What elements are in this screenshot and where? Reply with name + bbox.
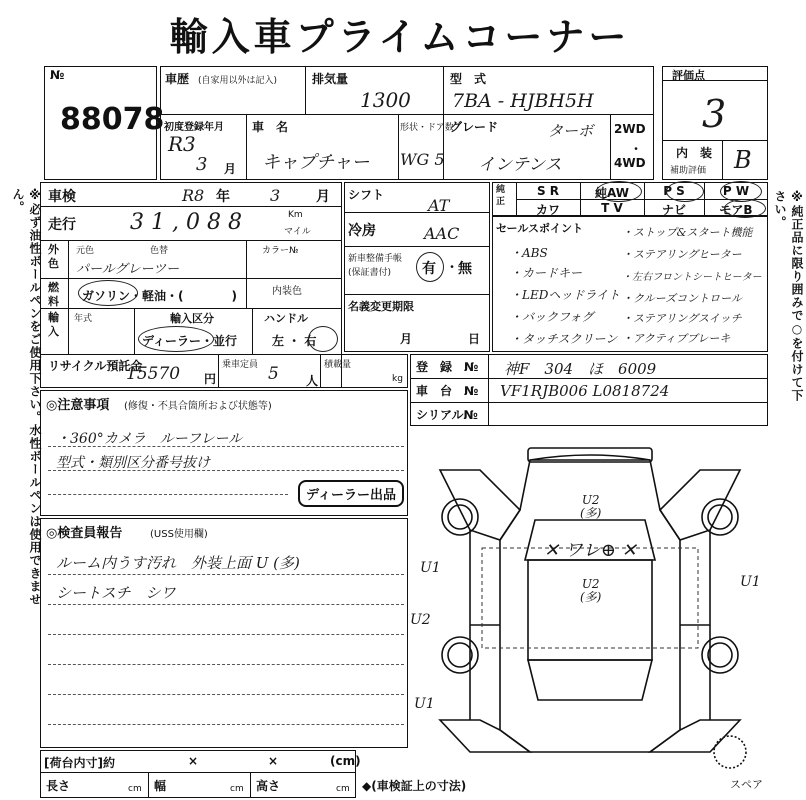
import-year-label: 年式 — [74, 314, 93, 324]
cargo-width: 幅 — [154, 779, 167, 793]
side-note-right: ※純正品に限り囲みで○を付けて下さい。 — [773, 190, 804, 402]
color-label: 外色 — [48, 243, 59, 270]
sales-point-left-1: ・カードキー — [510, 266, 583, 280]
mark-left-mid: U2 — [410, 612, 431, 628]
displacement-label: 排気量 — [312, 72, 349, 86]
report-line-0: ルーム内うす汚れ 外装上面 U (多) — [56, 554, 300, 572]
capacity-unit: 人 — [306, 374, 319, 388]
fuel-label: 燃料 — [48, 281, 59, 308]
ac-value: AAC — [424, 224, 460, 243]
equip-ps: P S — [663, 184, 685, 198]
recycle-label: リサイクル預託金 — [48, 359, 143, 373]
page-title: 輸入車プライムコーナー — [169, 15, 631, 59]
handle-value: 左 ・ 右 — [272, 334, 317, 348]
car-name-label: 車 名 — [252, 120, 289, 134]
capacity-label: 乗車定員 — [222, 360, 259, 370]
inspection-year: R8 — [182, 186, 205, 205]
equip-leather: カワ — [535, 203, 560, 217]
drive-4wd: 4WD — [614, 156, 646, 170]
first-reg-month: 3 — [196, 154, 208, 175]
mile-label: マイル — [284, 227, 311, 237]
doors-label: 形状・ドア数 — [400, 123, 454, 133]
cert-note: ◆(車検証上の寸法) — [362, 779, 467, 793]
import-div-label: 輸入区分 — [170, 312, 214, 325]
equip-sr: S R — [536, 184, 560, 198]
interior-value: B — [734, 146, 752, 174]
interior-label: 内 装 — [676, 146, 713, 160]
notes-sub: (修復・不具合箇所および状態等) — [124, 401, 272, 412]
shift-value: AT — [428, 196, 450, 215]
month-unit: 月 — [224, 162, 237, 176]
first-reg-label: 初度登録年月 — [164, 122, 224, 133]
interior-color-label: 内装色 — [272, 286, 302, 297]
equip-ps-circle — [666, 181, 704, 202]
reg-no-value: 神F 304 ほ 6009 — [504, 360, 657, 378]
mileage-value: 3 1 , 0 8 8 — [130, 210, 242, 235]
doors-value: WG 5 — [400, 150, 445, 169]
sales-point-left-0: ・ABS — [510, 246, 548, 260]
cargo-x2: × — [268, 754, 279, 768]
equip-tv: T V — [601, 201, 623, 215]
note-line-1: 型式・類別区分番号抜け — [56, 455, 210, 471]
drive-2wd: 2WD — [614, 122, 646, 136]
equip-pw: P W — [722, 184, 750, 198]
equip-aw: 純AW — [595, 186, 629, 200]
sales-point-left-4: ・タッチスクリーン — [510, 332, 618, 346]
sales-point-right-3: ・クルーズコントロール — [622, 292, 742, 305]
sales-point-right-0: ・ストップ&スタート機能 — [622, 226, 753, 239]
model-value: 7BA - HJBH5H — [452, 90, 594, 112]
grade-value: インテンス — [478, 155, 562, 175]
reg-no-label: 登 録 № — [416, 360, 479, 374]
cargo-length-unit: cm — [128, 784, 142, 794]
import-circle — [138, 326, 214, 352]
color-code-label: カラー№ — [262, 246, 299, 256]
load-label: 積載量 — [324, 360, 352, 370]
name-change-day: 日 — [468, 332, 481, 346]
import-label: 輸入 — [48, 311, 59, 338]
mark-roof: U2 (多) — [580, 577, 602, 604]
side-note-left: ※必ず油性ボールペンをご使用下さい。水性ボールペンは使用できません。 — [11, 188, 42, 606]
sales-point-right-4: ・ステアリングスイッチ — [622, 312, 742, 325]
sales-point-right-1: ・ステアリングヒーター — [622, 248, 742, 261]
dealer-stamp: ディーラー出品 — [298, 480, 404, 507]
manual-circle — [416, 252, 444, 282]
grade-label: グレード — [450, 120, 499, 134]
import-div-value: ディーラー・並行 — [142, 334, 238, 348]
name-change-month: 月 — [400, 332, 413, 346]
equip-aw-circle — [596, 181, 642, 202]
notes-label: ◎注意事項 — [46, 398, 110, 413]
grade-top: ターボ — [548, 122, 594, 140]
history-label: 車歴 — [165, 72, 190, 86]
fuel-options: ガソリン・軽油・( ) — [82, 289, 237, 303]
spare-label: スペア — [730, 778, 763, 791]
mark-windshield: ✕ ワレ⊕ ✕ — [544, 540, 637, 561]
inspection-label: 車検 — [48, 189, 76, 205]
color-value: パールグレーツー — [76, 262, 179, 277]
lot-no-label: № — [50, 68, 65, 82]
recycle-unit: 円 — [204, 372, 217, 386]
ac-label: 冷房 — [348, 223, 376, 239]
inspection-month-unit: 月 — [316, 189, 330, 205]
color-orig-label: 元色 — [76, 246, 95, 256]
interior-sub-label: 補助評価 — [670, 166, 707, 176]
cargo-length: 長さ — [46, 779, 71, 793]
history-note: (自家用以外は記入) — [198, 76, 278, 86]
report-sub: (USS使用欄) — [150, 529, 208, 540]
manual-no: 無 — [458, 261, 472, 277]
lot-number: 88078 — [60, 102, 165, 137]
sales-point-left-3: ・バックフォグ — [510, 310, 594, 324]
vin-value: VF1RJB006 L0818724 — [500, 382, 670, 400]
equip-genuine: 純正 — [496, 185, 506, 207]
handle-label: ハンドル — [264, 312, 308, 325]
shift-label: シフト — [348, 188, 385, 202]
car-name-value: キャプチャー — [262, 152, 370, 173]
sales-point-left-2: ・LEDヘッドライト — [510, 288, 620, 302]
mark-left-rear: U1 — [414, 696, 435, 712]
score-label: 評価点 — [672, 69, 705, 82]
sales-point-right-5: ・アクティブブレーキ — [622, 332, 731, 345]
inspection-month: 3 — [270, 186, 281, 205]
sales-points-label: セールスポイント — [496, 222, 584, 235]
vin-label: 車 台 № — [416, 384, 479, 398]
mark-hood: U2 (多) — [580, 493, 602, 520]
equip-navi: ナビ — [661, 203, 686, 217]
mark-right: U1 — [740, 574, 761, 590]
report-label: ◎検査員報告 — [46, 526, 123, 541]
fuel-circle — [78, 280, 138, 306]
cargo-height: 高さ — [256, 779, 281, 793]
km-label: Km — [288, 210, 303, 220]
cargo-cm: (cm) — [330, 754, 361, 768]
note-line-0: ・360°カメラ ルーフレール — [56, 431, 243, 447]
capacity-value: 5 — [268, 364, 279, 384]
color-change-label: 色替 — [150, 246, 169, 256]
sales-point-right-2: ・左右フロントシートヒーター — [622, 272, 762, 283]
load-unit: kg — [392, 374, 403, 384]
first-reg-year: R3 — [168, 132, 196, 156]
equip-airbag: モアB — [719, 203, 753, 217]
inspection-year-unit: 年 — [216, 189, 230, 205]
manual-label: 新車整備手帳 (保証書付) — [348, 254, 403, 278]
mileage-label: 走行 — [48, 217, 76, 233]
cargo-height-unit: cm — [336, 784, 350, 794]
displacement-value: 1300 — [360, 88, 411, 112]
cargo-label: [荷台内寸]約 — [44, 756, 115, 770]
model-label: 型 式 — [450, 72, 487, 86]
manual-yes: 有 — [422, 261, 436, 277]
recycle-value: 15570 — [126, 364, 181, 384]
serial-label: シリアル№ — [416, 408, 478, 422]
report-line-1: シートスチ シワ — [56, 584, 176, 602]
cargo-width-unit: cm — [230, 784, 244, 794]
cargo-x1: × — [188, 754, 199, 768]
name-change-label: 名義変更期限 — [348, 300, 414, 313]
score-value: 3 — [702, 92, 727, 136]
mark-left-front: U1 — [420, 560, 441, 576]
handle-circle — [308, 326, 338, 352]
